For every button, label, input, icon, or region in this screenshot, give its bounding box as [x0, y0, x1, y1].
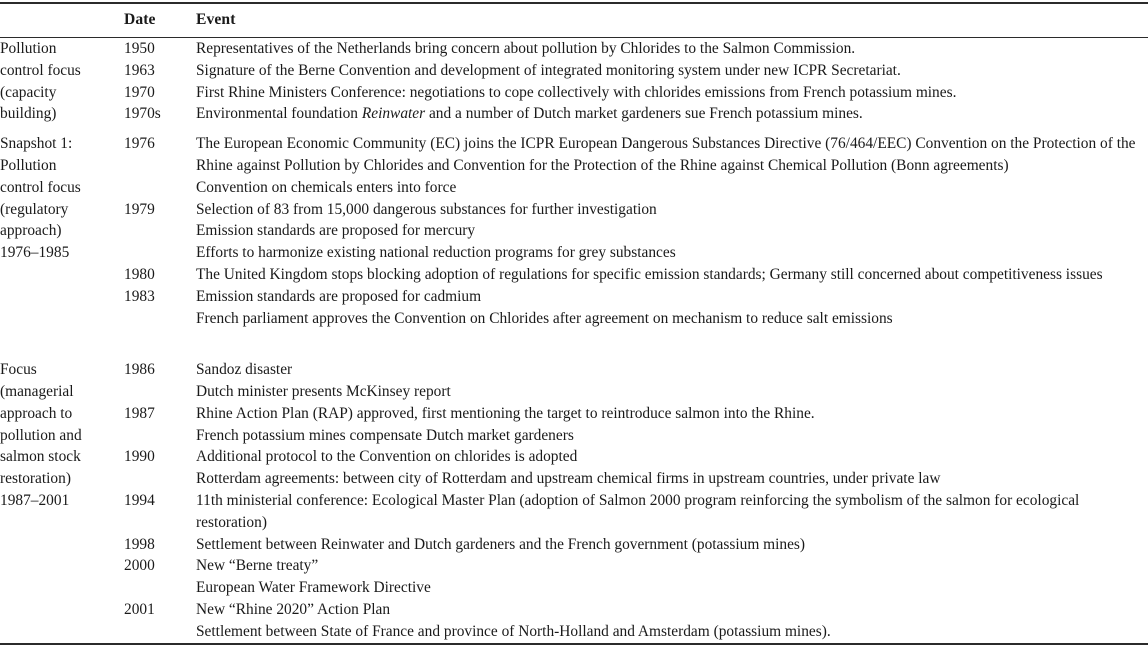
phase-label-line: (managerial	[0, 382, 74, 400]
phase-label-line: salmon stock	[0, 448, 81, 466]
phase-label-line: (capacity	[0, 83, 57, 101]
event-date	[124, 425, 192, 447]
event-cell	[196, 125, 1148, 351]
event-text: Environmental foundation Reinwater and a number of Dutch market gardeners sue French potassium mines.	[196, 105, 863, 123]
column-header-event: Event	[196, 11, 236, 28]
event-text: Additional protocol to the Convention on chlorides is adopted	[196, 448, 578, 466]
phase-label-line: Focus	[0, 361, 37, 379]
phase-cell	[0, 125, 124, 351]
date-filler-line	[124, 155, 192, 177]
event-text: European Water Framework Directive	[196, 579, 431, 597]
event-text: The European Economic Community (EC) joins the ICPR European Dangerous Substances Directive (76/464/EEC) Convention on the Protection of the Rhine against Pollution by Chlorides and Convention for the Protection of the Rhine against Chemical Pollution (Bonn agreements)	[196, 135, 1136, 174]
section-spacer	[124, 351, 192, 359]
event-text: Rotterdam agreements: between city of Rotterdam and upstream chemical firms in upstream countries, under private law	[196, 470, 941, 488]
section-spacer	[196, 351, 1148, 359]
section-spacer	[0, 351, 120, 359]
event-text: Sandoz disaster	[196, 361, 293, 379]
event-cell	[196, 38, 1148, 125]
timeline-table	[0, 4, 1148, 37]
event-date: 1986	[124, 361, 155, 379]
event-date: 1980	[124, 265, 155, 283]
event-date: 2000	[124, 557, 155, 575]
event-date	[124, 621, 192, 643]
event-date: 1976	[124, 135, 155, 153]
table-bottom-rule	[0, 643, 1148, 645]
table-row	[0, 125, 1148, 351]
section-spacer	[0, 125, 120, 133]
date-filler-line	[124, 512, 192, 534]
phase-label-line: 1976–1985	[0, 244, 70, 262]
section-spacer	[196, 125, 1148, 133]
phase-label-line: (regulatory	[0, 200, 69, 218]
event-text: Dutch minister presents McKinsey report	[196, 382, 451, 400]
event-date	[124, 468, 192, 490]
timeline-table-body	[0, 38, 1148, 643]
section-spacer	[124, 125, 192, 133]
phase-cell	[0, 38, 124, 125]
date-cell	[124, 125, 196, 351]
header-row	[0, 4, 1148, 37]
event-text: 11th ministerial conference: Ecological Master Plan (adoption of Salmon 2000 program reinforcing the symbolism of the salmon for ecological restoration)	[196, 491, 1080, 531]
event-text: Emission standards are proposed for cadmium	[196, 287, 482, 305]
phase-label-line: control focus	[0, 178, 81, 196]
event-date	[124, 577, 192, 599]
event-text: Emission standards are proposed for mercury	[196, 222, 476, 240]
event-date: 1970	[124, 83, 155, 101]
event-date	[124, 329, 192, 351]
column-header-phase	[0, 4, 124, 37]
event-text: French parliament approves the Convention on Chlorides after agreement on mechanism to reduce salt emissions	[196, 309, 893, 327]
table-row	[0, 38, 1148, 125]
event-text: French potassium mines compensate Dutch market gardeners	[196, 426, 574, 444]
event-date: 1970s	[124, 105, 161, 123]
event-text: The United Kingdom stops blocking adoption of regulations for specific emission standards; Germany still concerned about competitiveness issues	[196, 265, 1103, 283]
date-cell	[124, 38, 196, 125]
event-cell	[196, 351, 1148, 642]
table-body	[0, 38, 1148, 643]
phase-label-line: approach)	[0, 222, 62, 240]
table-row	[0, 351, 1148, 642]
event-date	[124, 381, 192, 403]
phase-label-line: 1987–2001	[0, 491, 70, 509]
phase-label-line: Pollution	[0, 156, 57, 174]
table-header	[0, 4, 1148, 37]
event-text: Representatives of the Netherlands bring concern about pollution by Chlorides to the Salmon Commission.	[196, 40, 856, 57]
event-date	[124, 308, 192, 330]
event-date	[124, 242, 192, 264]
event-date: 1963	[124, 61, 155, 79]
phase-label-line: Snapshot 1:	[0, 135, 73, 153]
event-text: New “Rhine 2020” Action Plan	[196, 600, 391, 618]
event-text: First Rhine Ministers Conference: negotiations to cope collectively with chlorides emissions from French potassium mines.	[196, 83, 957, 101]
event-text: New “Berne treaty”	[196, 557, 319, 575]
event-text: Settlement between State of France and province of North-Holland and Amsterdam (potassium mines).	[196, 622, 831, 640]
event-date: 1983	[124, 287, 155, 305]
event-date: 2001	[124, 600, 155, 618]
event-date: 1994	[124, 491, 155, 509]
event-text: Settlement between Reinwater and Dutch gardeners and the French government (potassium mines)	[196, 535, 806, 553]
event-text: Convention on chemicals enters into force	[196, 178, 457, 196]
phase-cell	[0, 351, 124, 642]
event-date: 1987	[124, 404, 155, 422]
column-header-date: Date	[124, 11, 156, 28]
phase-label-line: pollution and	[0, 426, 82, 444]
date-cell	[124, 351, 196, 642]
event-text: Rhine Action Plan (RAP) approved, first mentioning the target to reintroduce salmon into the Rhine.	[196, 404, 815, 422]
event-text-italic: Reinwater	[361, 105, 426, 123]
timeline-table-container	[0, 2, 1148, 640]
phase-label-line: building)	[0, 105, 57, 123]
event-date: 1990	[124, 448, 155, 466]
event-date: 1998	[124, 535, 155, 553]
phase-label-line: restoration)	[0, 470, 71, 488]
phase-label-line: Pollution	[0, 40, 57, 57]
event-date: 1979	[124, 200, 155, 218]
event-date	[124, 220, 192, 242]
event-text: Efforts to harmonize existing national reduction programs for grey substances	[196, 244, 676, 262]
date-filler-line	[124, 177, 192, 199]
phase-label-line: control focus	[0, 61, 81, 79]
phase-label-line: approach to	[0, 404, 73, 422]
event-text: Selection of 83 from 15,000 dangerous substances for further investigation	[196, 200, 657, 218]
event-text: Signature of the Berne Convention and development of integrated monitoring system under new ICPR Secretariat.	[196, 61, 901, 79]
event-date: 1950	[124, 40, 155, 57]
